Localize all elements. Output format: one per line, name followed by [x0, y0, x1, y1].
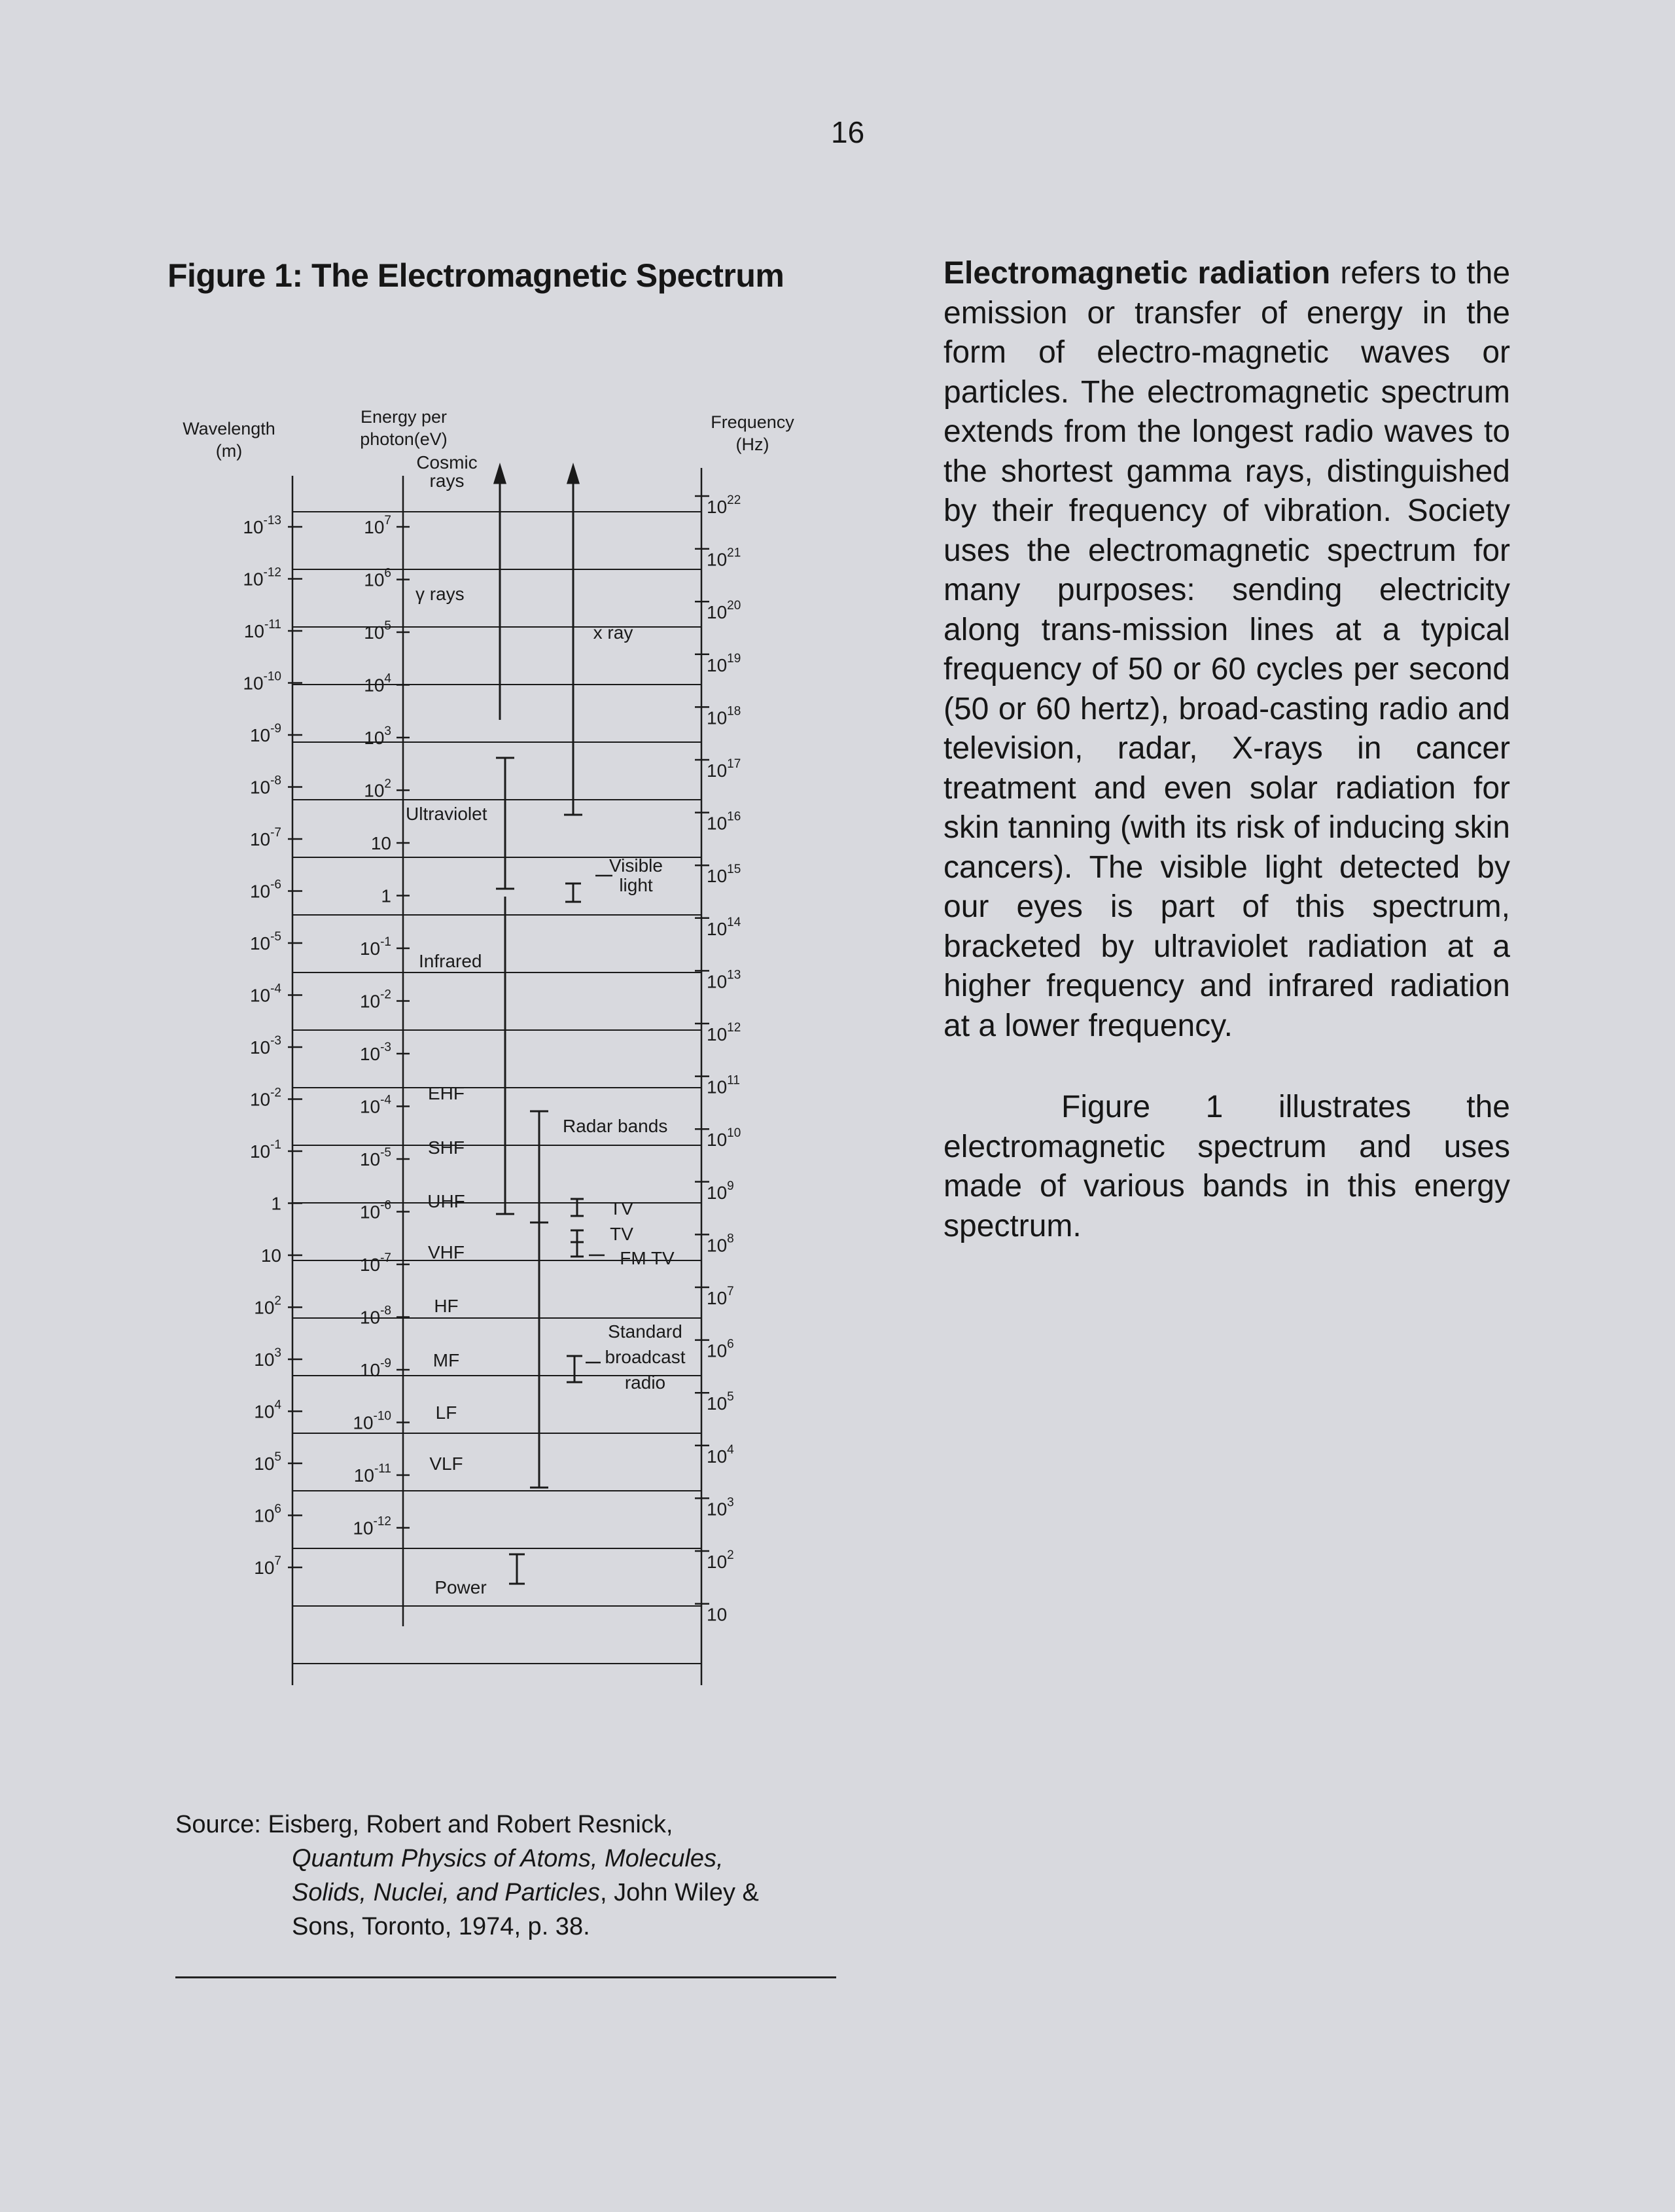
wavelength-label: 1	[271, 1193, 281, 1214]
frequency-label: $10^{12}$	[707, 1021, 741, 1044]
label-ultraviolet: Ultraviolet	[406, 804, 487, 824]
energy-label: 1	[381, 885, 391, 906]
label-standard-1: Standard	[608, 1321, 682, 1342]
frequency-label: $10^2$	[707, 1548, 734, 1572]
wavelength-label: $10^{-3}$	[249, 1034, 281, 1058]
figure-title: Figure 1: The Electromagnetic Spectrum	[168, 257, 785, 294]
frequency-label: $10^{18}$	[707, 704, 741, 728]
wavelength-label: $10^{-1}$	[249, 1138, 281, 1162]
label-tv-uhf: TV	[610, 1198, 633, 1219]
wavelength-label: $10^7$	[254, 1554, 281, 1578]
x-ray-arrowhead	[568, 466, 578, 483]
wavelength-label: $10^5$	[254, 1450, 281, 1474]
energy-label: $10^{-12}$	[353, 1514, 391, 1539]
label-fm-tv: FM TV	[620, 1248, 675, 1268]
frequency-label: $10^7$	[707, 1285, 734, 1308]
wavelength-label: $10^{-12}$	[243, 565, 281, 590]
label-vhf: VHF	[428, 1242, 465, 1262]
frequency-label: $10^6$	[707, 1337, 734, 1361]
wavelength-label: $10^{-11}$	[243, 618, 281, 641]
label-visible-2: light	[619, 875, 653, 895]
frequency-label: $10^8$	[707, 1232, 734, 1256]
lead-phrase: Electromagnetic radiation	[943, 256, 1331, 291]
wavelength-label: $10^3$	[254, 1346, 281, 1370]
energy-label: $10^3$	[364, 724, 391, 748]
energy-label: $10^{-2}$	[359, 988, 391, 1012]
wavelength-label: $10^{-7}$	[249, 826, 281, 849]
energy-label: 10	[370, 833, 391, 853]
energy-label: $10^7$	[364, 514, 391, 537]
wavelength-label: $10^{-2}$	[249, 1086, 281, 1110]
label-standard-2: broadcast	[605, 1347, 686, 1367]
em-spectrum-diagram	[164, 393, 883, 1702]
label-uhf: UHF	[427, 1191, 465, 1211]
source-prefix: Source:	[175, 1811, 261, 1838]
energy-header-line1: Energy per	[360, 407, 448, 427]
frequency-header-line2: (Hz)	[735, 435, 769, 454]
frequency-label: $10^{20}$	[707, 599, 741, 623]
source-title-line1: Quantum Physics of Atoms, Molecules,	[292, 1845, 724, 1872]
body-text	[943, 254, 1510, 1246]
wavelength-label: 10	[260, 1245, 281, 1266]
wavelength-label: $10^{-13}$	[243, 514, 281, 537]
wavelength-label: $10^{-10}$	[243, 669, 281, 694]
frequency-label: $10^{15}$	[707, 863, 741, 887]
energy-label: $10^{-10}$	[353, 1409, 391, 1433]
frequency-label: $10^{22}$	[707, 493, 741, 517]
paragraph-1	[943, 254, 1510, 1046]
frequency-label: $10^{19}$	[707, 651, 741, 675]
label-gamma-rays: γ rays	[415, 584, 465, 604]
label-visible-1: Visible	[609, 855, 663, 876]
energy-label: $10^{-8}$	[359, 1304, 391, 1328]
energy-label: $10^6$	[364, 566, 391, 590]
wavelength-label: $10^2$	[254, 1294, 281, 1318]
label-standard-3: radio	[624, 1372, 666, 1393]
wavelength-label: $10^{-6}$	[249, 878, 281, 902]
frequency-label: $10^3$	[707, 1495, 734, 1520]
label-infrared: Infrared	[419, 951, 482, 971]
frequency-label: $10^{21}$	[707, 546, 741, 570]
page-number: 16	[831, 115, 865, 149]
label-vlf: VLF	[429, 1454, 463, 1474]
frequency-label: $10^4$	[707, 1442, 734, 1467]
frequency-header-line1: Frequency	[711, 412, 794, 432]
wavelength-header-line2: (m)	[215, 441, 243, 461]
frequency-label: $10^{16}$	[707, 810, 741, 834]
label-cosmic-rays-2: rays	[429, 471, 465, 491]
source-title-line2: Solids, Nuclei, and Particles	[292, 1879, 600, 1906]
frequency-label: $10^5$	[707, 1390, 734, 1414]
wavelength-label: $10^{-5}$	[249, 930, 281, 954]
energy-label: $10^{-9}$	[359, 1357, 391, 1380]
energy-label: $10^{-7}$	[359, 1251, 391, 1275]
source-authors: Eisberg, Robert and Robert Resnick,	[268, 1811, 673, 1838]
frequency-label: $10^{17}$	[707, 757, 741, 781]
label-ehf: EHF	[428, 1083, 465, 1103]
label-shf: SHF	[428, 1137, 465, 1158]
energy-label: $10^{-11}$	[353, 1462, 391, 1486]
footnote-rule	[175, 1976, 836, 1978]
frequency-label: $10^{13}$	[707, 968, 741, 992]
source-citation	[175, 1808, 759, 1944]
energy-label: $10^5$	[364, 619, 391, 643]
label-lf: LF	[435, 1402, 457, 1423]
wavelength-header-line1: Wavelength	[183, 419, 275, 438]
cosmic-ray-arrowhead	[495, 466, 505, 483]
wavelength-label: $10^6$	[254, 1502, 281, 1526]
label-x-ray: x ray	[593, 622, 633, 643]
label-mf: MF	[432, 1350, 460, 1370]
label-radar-bands: Radar bands	[563, 1116, 668, 1136]
spectrum-grid	[292, 468, 701, 1685]
frequency-label: $10^9$	[707, 1179, 734, 1203]
wavelength-label: $10^{-8}$	[249, 774, 281, 798]
label-hf: HF	[434, 1296, 459, 1316]
energy-label: $10^{-5}$	[359, 1146, 391, 1169]
energy-label: $10^{-6}$	[359, 1198, 391, 1222]
energy-label: $10^2$	[364, 777, 391, 801]
source-line4: Sons, Toronto, 1974, p. 38.	[292, 1913, 590, 1940]
energy-label: $10^{-4}$	[359, 1093, 391, 1117]
frequency-label: $10^{14}$	[707, 915, 741, 939]
energy-header-line2: photon(eV)	[360, 429, 448, 449]
frequency-label: $10^{11}$	[707, 1073, 740, 1097]
paragraph-1-text: refers to the emission or transfer of energy in the form of electro-magnetic waves or particles. The electromagnetic spectrum extends from the longest radio waves to the shortest gamma rays, distinguished by their frequency of vibration. Society uses the electromagnetic spectrum for many purposes: sending electricity along trans-mission lines at a typical frequency of 50 or 60 cycles per second (50 or 60 hertz), broad-casting radio and television, radar, X-rays in cancer treatment and even solar radiation for skin tanning (with its risk of inducing skin cancers). The visible light detected by our eyes is part of this spectrum, bracketed by ultraviolet radiation at a higher frequency and infrared radiation at a lower frequency.	[943, 256, 1511, 1043]
wavelength-label: $10^{-9}$	[249, 722, 281, 745]
wavelength-label: $10^4$	[254, 1398, 281, 1422]
label-cosmic-rays-1: Cosmic	[416, 452, 478, 473]
energy-label: $10^4$	[364, 671, 391, 696]
frequency-label: $10^{10}$	[707, 1126, 741, 1151]
source-publisher: , John Wiley &	[600, 1879, 759, 1906]
label-power: Power	[434, 1577, 487, 1597]
energy-label: $10^{-1}$	[359, 935, 391, 959]
label-tv-vhf: TV	[610, 1224, 633, 1244]
energy-label: $10^{-3}$	[359, 1041, 391, 1064]
frequency-label: 10	[707, 1604, 728, 1625]
wavelength-label: $10^{-4}$	[249, 982, 281, 1006]
paragraph-2: Figure 1 illustrates the electromagnetic spectrum and uses made of various bands in this energy spectrum.	[943, 1090, 1510, 1243]
